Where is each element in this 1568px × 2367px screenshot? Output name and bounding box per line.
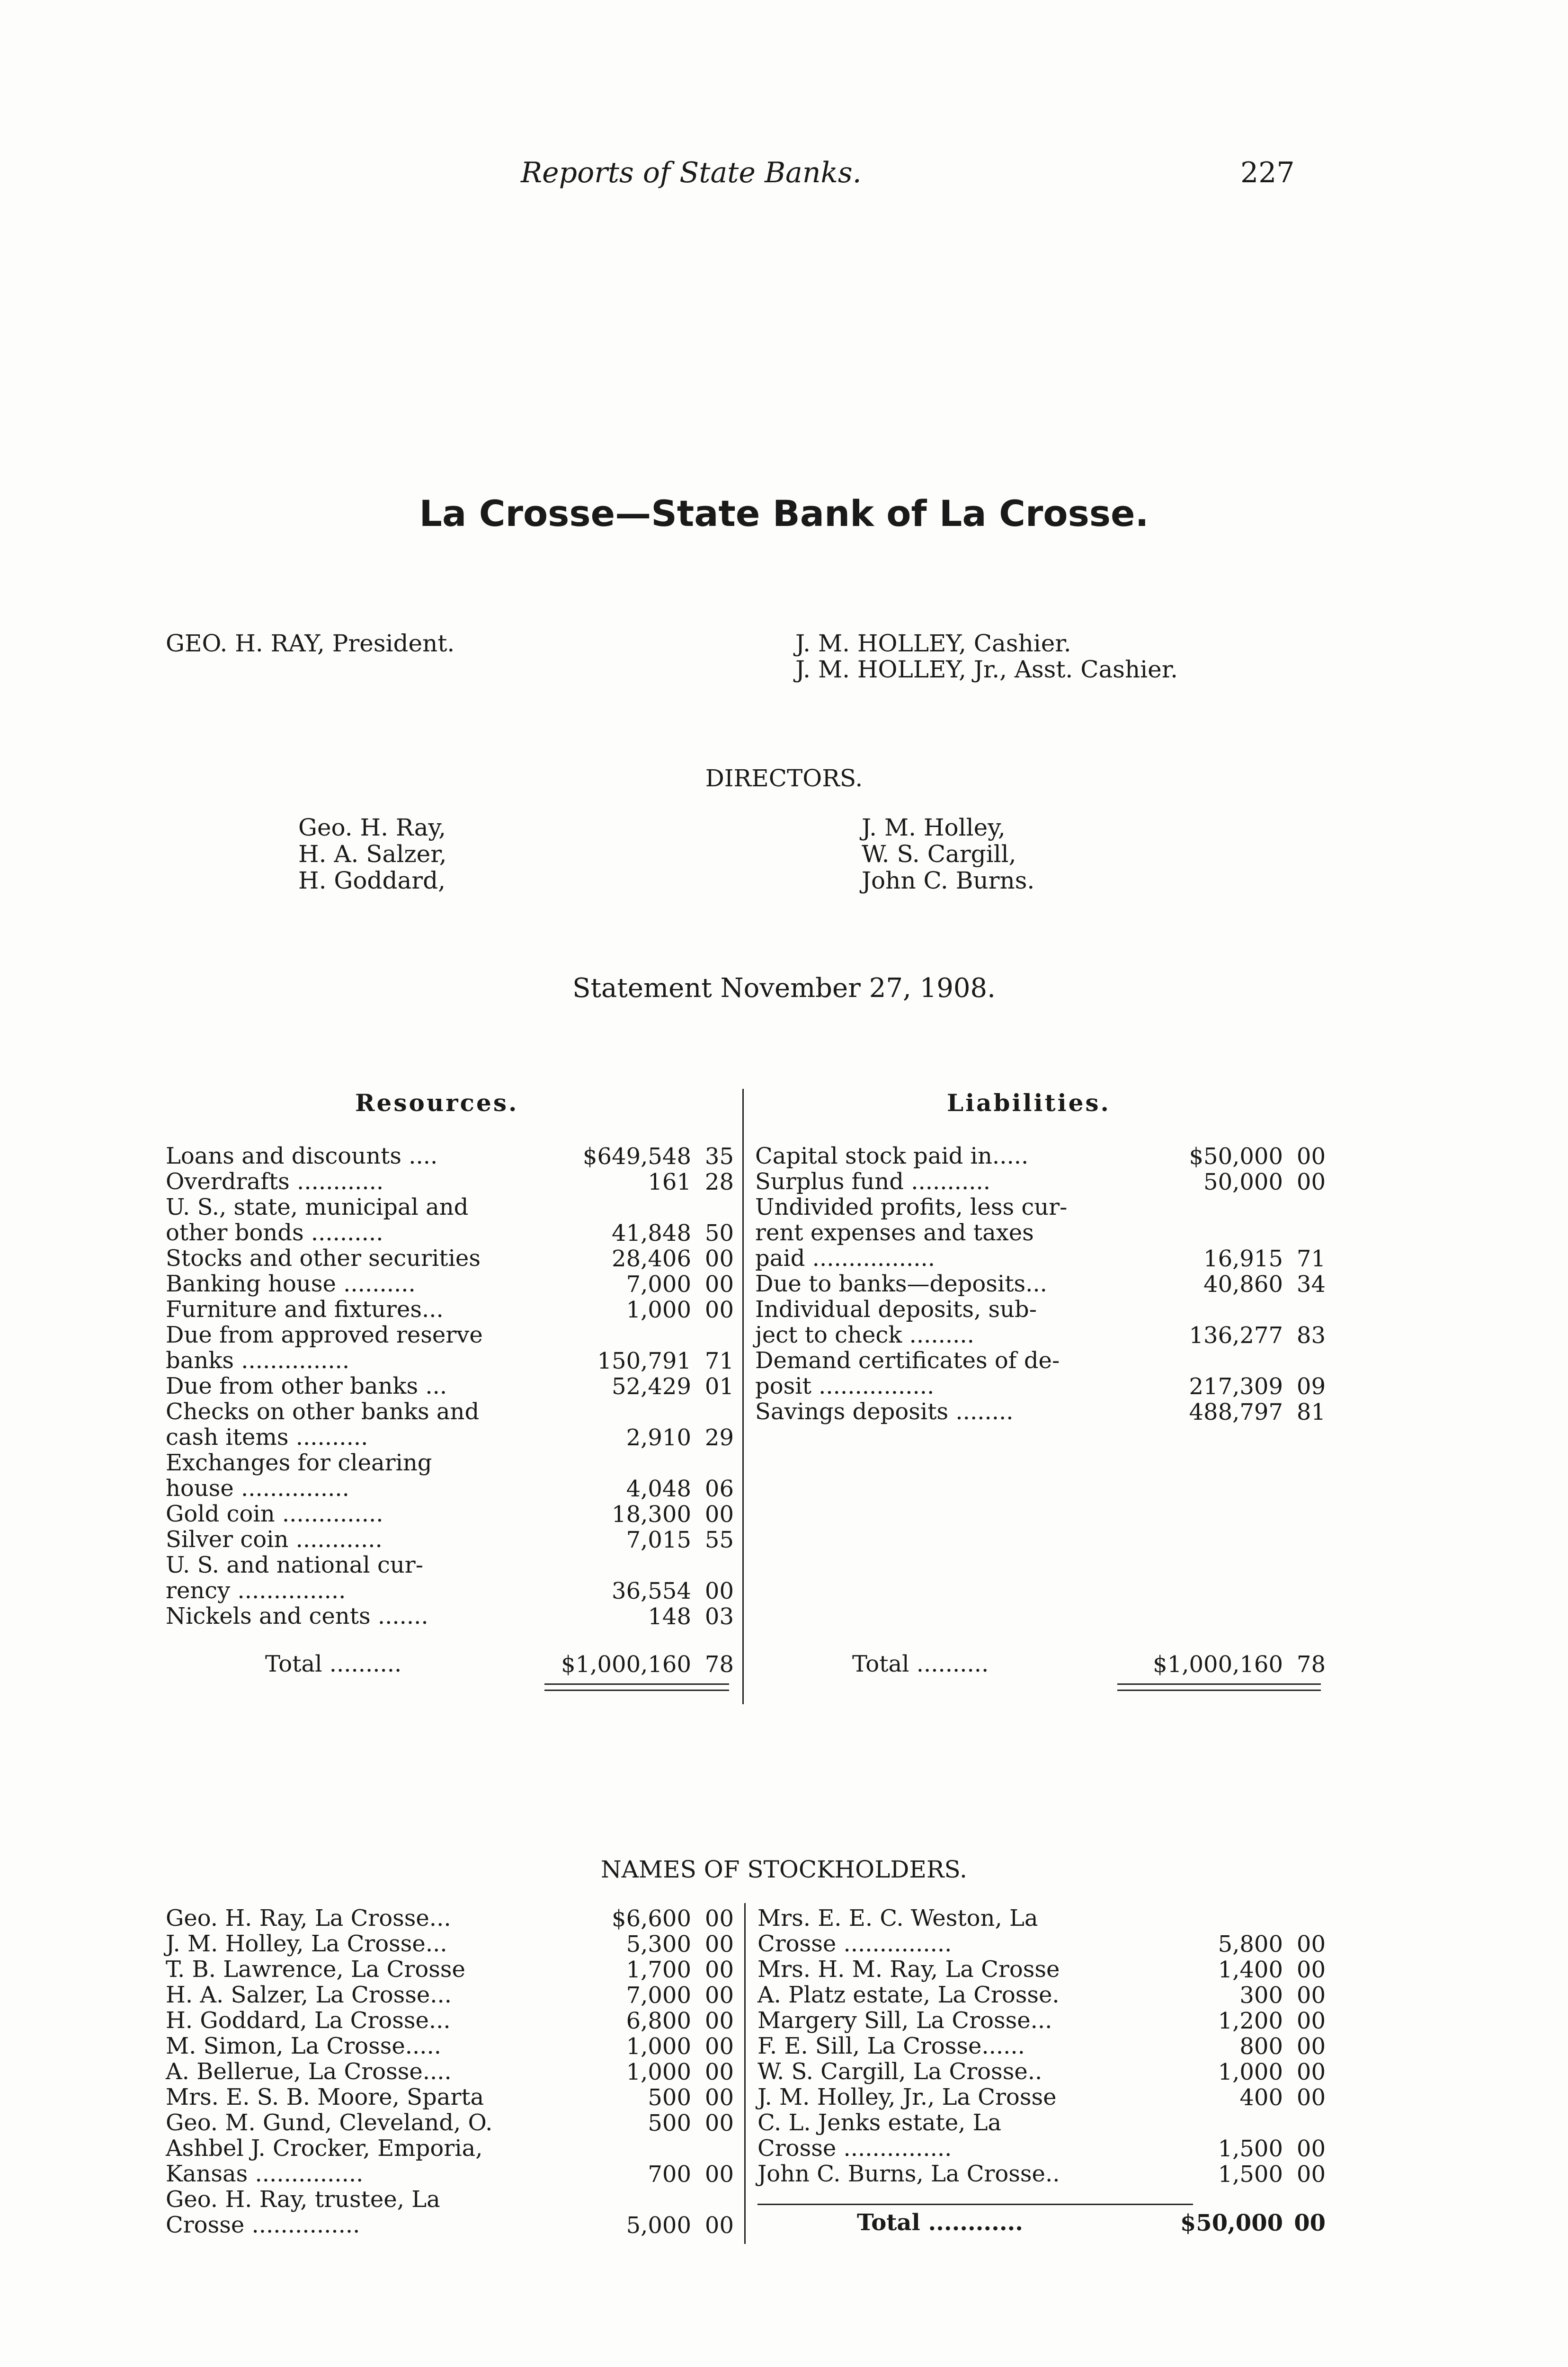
bank-title: La Crosse—State Bank of La Crosse. — [419, 492, 1149, 534]
resources-heading: Resources. — [355, 1089, 519, 1117]
stockholder-line-cents: 00 — [1296, 2084, 1326, 2111]
stockholder-line-label: H. Goddard, La Crosse... — [166, 2007, 451, 2034]
stockholder-line-dollars: 800 — [1239, 2033, 1283, 2060]
stockholder-line-dollars: 5,300 — [626, 1931, 691, 1958]
resources-total-label: Total .......... — [265, 1651, 402, 1677]
resource-line-cents: 50 — [704, 1220, 734, 1246]
stockholder-line-dollars: 500 — [648, 2084, 691, 2111]
resource-line-cents: 06 — [704, 1476, 734, 1502]
stockholder-line-cents: 00 — [704, 2110, 734, 2136]
liability-line-dollars: 488,797 — [1189, 1399, 1283, 1425]
resource-line-dollars: 28,406 — [612, 1246, 691, 1272]
resource-line-dollars: 148 — [648, 1603, 691, 1630]
liability-line-label: Capital stock paid in..... — [755, 1143, 1029, 1169]
resource-line-label: U. S., state, municipal and — [166, 1194, 469, 1220]
liability-line-dollars: 136,277 — [1189, 1322, 1283, 1349]
resource-line-cents: 00 — [704, 1271, 734, 1298]
stockholders-total-dollars: $50,000 — [1180, 2210, 1283, 2236]
resource-line-dollars: 7,015 — [626, 1527, 691, 1553]
director: John C. Burns. — [862, 867, 1035, 894]
stockholder-line-label: Crosse ............... — [757, 2135, 952, 2162]
stockholder-line-label: W. S. Cargill, La Crosse.. — [757, 2058, 1042, 2085]
director: J. M. Holley, — [862, 814, 1006, 841]
stockholder-line-dollars: 700 — [648, 2161, 691, 2188]
stockholder-line-label: F. E. Sill, La Crosse...... — [757, 2033, 1025, 2059]
stockholder-line-cents: 00 — [1296, 1982, 1326, 2009]
resource-line-label: Due from other banks ... — [166, 1373, 447, 1399]
stockholder-line-dollars: 1,700 — [626, 1957, 691, 1983]
asst-cashier: J. M. HOLLEY, Jr., Asst. Cashier. — [795, 656, 1178, 683]
liability-line-label: Individual deposits, sub- — [755, 1296, 1037, 1323]
resource-line-label: other bonds .......... — [166, 1219, 383, 1246]
liability-line-cents: 00 — [1296, 1169, 1326, 1195]
liability-line-label: ject to check ......... — [755, 1322, 974, 1348]
stockholder-line-cents: 00 — [1296, 2033, 1326, 2060]
liability-line-label: Surplus fund ........... — [755, 1168, 991, 1195]
director: H. Goddard, — [298, 867, 446, 894]
stockholder-line-label: A. Bellerue, La Crosse.... — [166, 2058, 452, 2085]
stockholder-line-label: Ashbel J. Crocker, Emporia, — [166, 2135, 483, 2162]
stockholder-line-label: Crosse ............... — [757, 1931, 952, 1957]
stockholder-line-cents: 00 — [1296, 2059, 1326, 2085]
stockholder-line-dollars: 6,800 — [626, 2008, 691, 2034]
stockholder-line-cents: 00 — [704, 1931, 734, 1958]
stockholder-line-label: Geo. M. Gund, Cleveland, O. — [166, 2109, 493, 2136]
stockholder-line-label: Geo. H. Ray, La Crosse... — [166, 1905, 451, 1931]
stockholder-line-cents: 00 — [1296, 2008, 1326, 2034]
resource-line-label: Overdrafts ............ — [166, 1168, 384, 1195]
liability-line-cents: 09 — [1296, 1373, 1326, 1400]
liability-line-dollars: 217,309 — [1189, 1373, 1283, 1400]
stockholder-line-dollars: 1,000 — [626, 2033, 691, 2060]
stockholders-total-rule — [757, 2204, 1193, 2205]
resource-line-label: U. S. and national cur- — [166, 1552, 423, 1578]
stockholder-line-label: Mrs. E. S. B. Moore, Sparta — [166, 2084, 484, 2110]
stockholder-line-cents: 00 — [704, 2059, 734, 2085]
resource-line-cents: 00 — [704, 1246, 734, 1272]
directors-left — [298, 814, 447, 894]
resource-line-dollars: 4,048 — [626, 1476, 691, 1502]
resource-line-dollars: 18,300 — [612, 1501, 691, 1528]
stockholder-line-cents: 00 — [704, 2084, 734, 2111]
resource-line-dollars: 2,910 — [626, 1424, 691, 1451]
resource-line-dollars: 36,554 — [612, 1578, 691, 1604]
liability-line-cents: 34 — [1296, 1271, 1326, 1298]
resource-line-label: Checks on other banks and — [166, 1398, 480, 1425]
stockholder-line-cents: 00 — [704, 2033, 734, 2060]
resource-line-label: Stocks and other securities — [166, 1245, 481, 1272]
stockholder-line-dollars: 1,000 — [626, 2059, 691, 2085]
resource-line-dollars: 150,791 — [597, 1348, 691, 1374]
liability-line-cents: 83 — [1296, 1322, 1326, 1349]
stockholder-line-cents: 00 — [704, 2008, 734, 2034]
resource-line-label: Silver coin ............ — [166, 1526, 383, 1553]
stockholder-line-label: Crosse ............... — [166, 2212, 360, 2238]
stockholder-line-label: Mrs. E. E. C. Weston, La — [757, 1905, 1038, 1931]
resource-line-label: banks ............... — [166, 1347, 350, 1374]
liability-line-label: Undivided profits, less cur- — [755, 1194, 1068, 1220]
stockholder-line-dollars: 1,500 — [1218, 2161, 1283, 2188]
liability-line-cents: 00 — [1296, 1143, 1326, 1170]
statement-date: Statement November 27, 1908. — [572, 973, 996, 1004]
stockholder-line-cents: 00 — [704, 1905, 734, 1932]
resource-line-cents: 01 — [704, 1373, 734, 1400]
liabilities-total-label: Total .......... — [852, 1651, 989, 1677]
resource-line-cents: 55 — [704, 1527, 734, 1553]
resource-line-label: Banking house .......... — [166, 1271, 416, 1297]
stockholder-line-dollars: 1,500 — [1218, 2136, 1283, 2162]
stockholder-line-label: Geo. H. Ray, trustee, La — [166, 2186, 440, 2213]
liabilities-total-dollars: $1,000,160 — [1153, 1651, 1283, 1678]
page-number: 227 — [1240, 156, 1295, 189]
stockholders-total-cents: 00 — [1294, 2210, 1326, 2236]
liability-line-label: Savings deposits ........ — [755, 1398, 1014, 1425]
resource-line-cents: 71 — [704, 1348, 734, 1374]
stockholder-line-cents: 00 — [704, 2161, 734, 2188]
statement-divider — [742, 1089, 744, 1704]
stockholder-line-label: T. B. Lawrence, La Crosse — [166, 1956, 465, 1983]
resource-line-cents: 28 — [704, 1169, 734, 1195]
resource-line-label: Loans and discounts .... — [166, 1143, 438, 1169]
stockholder-line-dollars: 5,800 — [1218, 1931, 1283, 1958]
resource-line-label: cash items .......... — [166, 1424, 368, 1450]
stockholder-line-dollars: 1,000 — [1218, 2059, 1283, 2085]
resource-line-dollars: 161 — [648, 1169, 691, 1195]
stockholder-line-dollars: $6,600 — [612, 1905, 691, 1932]
stockholder-line-dollars: 1,400 — [1218, 1957, 1283, 1983]
resource-line-dollars: $649,548 — [582, 1143, 691, 1170]
resource-line-cents: 03 — [704, 1603, 734, 1630]
resources-total-dollars: $1,000,160 — [561, 1651, 691, 1678]
stockholder-line-dollars: 7,000 — [626, 1982, 691, 2009]
stockholders-heading: NAMES OF STOCKHOLDERS. — [601, 1856, 967, 1883]
stockholder-line-cents: 00 — [1296, 2136, 1326, 2162]
liability-line-label: paid ................. — [755, 1245, 935, 1272]
liabilities-total-cents: 78 — [1296, 1651, 1326, 1678]
director: Geo. H. Ray, — [298, 814, 446, 841]
resource-line-dollars: 1,000 — [626, 1297, 691, 1323]
stockholder-line-label: Margery Sill, La Crosse... — [757, 2007, 1052, 2034]
directors-heading: DIRECTORS. — [705, 765, 863, 792]
liability-line-label: posit ................ — [755, 1373, 935, 1399]
stockholder-line-label: J. M. Holley, Jr., La Crosse — [757, 2084, 1057, 2110]
resource-line-dollars: 41,848 — [612, 1220, 691, 1246]
stockholder-line-dollars: 500 — [648, 2110, 691, 2136]
resource-line-label: Gold coin .............. — [166, 1501, 383, 1527]
resource-line-label: Furniture and fixtures... — [166, 1296, 444, 1323]
resource-line-label: house ............... — [166, 1475, 349, 1502]
stockholder-line-cents: 00 — [1296, 2161, 1326, 2188]
stockholders-total-label: Total ............ — [857, 2209, 1023, 2236]
liability-line-label: Demand certificates of de- — [755, 1347, 1060, 1374]
stockholder-line-dollars: 5,000 — [626, 2212, 691, 2239]
liability-line-cents: 71 — [1296, 1246, 1326, 1272]
stockholder-line-label: A. Platz estate, La Crosse. — [757, 1982, 1060, 2008]
resource-line-label: Exchanges for clearing — [166, 1450, 432, 1476]
resource-line-cents: 00 — [704, 1501, 734, 1528]
stockholder-line-label: Mrs. H. M. Ray, La Crosse — [757, 1956, 1060, 1983]
liability-line-label: Due to banks—deposits... — [755, 1271, 1047, 1297]
stockholder-line-dollars: 400 — [1239, 2084, 1283, 2111]
resource-line-dollars: 7,000 — [626, 1271, 691, 1298]
resources-total-cents: 78 — [704, 1651, 734, 1678]
stockholder-line-label: H. A. Salzer, La Crosse... — [166, 1982, 452, 2008]
cashier: J. M. HOLLEY, Cashier. — [795, 630, 1071, 657]
director: W. S. Cargill, — [862, 840, 1016, 868]
stockholder-line-cents: 00 — [704, 1957, 734, 1983]
stockholder-line-label: C. L. Jenks estate, La — [757, 2109, 1002, 2136]
stockholder-line-dollars: 1,200 — [1218, 2008, 1283, 2034]
liability-line-dollars: 40,860 — [1203, 1271, 1283, 1298]
resource-line-cents: 29 — [704, 1424, 734, 1451]
resource-line-label: rency ............... — [166, 1577, 346, 1604]
liabilities-total-rule — [1117, 1683, 1321, 1691]
stockholder-line-cents: 00 — [1296, 1957, 1326, 1983]
liability-line-dollars: $50,000 — [1189, 1143, 1283, 1170]
resources-total-rule — [544, 1683, 729, 1691]
stockholder-line-cents: 00 — [704, 1982, 734, 2009]
stockholder-line-label: John C. Burns, La Crosse.. — [757, 2161, 1060, 2187]
stockholder-line-cents: 00 — [704, 2212, 734, 2239]
directors-right — [862, 814, 1034, 894]
stockholder-line-dollars: 300 — [1239, 1982, 1283, 2009]
director: H. A. Salzer, — [298, 840, 447, 868]
liability-line-cents: 81 — [1296, 1399, 1326, 1425]
liability-line-label: rent expenses and taxes — [755, 1219, 1034, 1246]
liability-line-dollars: 16,915 — [1203, 1246, 1283, 1272]
running-title: Reports of State Banks. — [521, 156, 862, 189]
liabilities-heading: Liabilities. — [947, 1089, 1111, 1117]
resource-line-label: Nickels and cents ....... — [166, 1603, 428, 1629]
resource-line-cents: 00 — [704, 1297, 734, 1323]
stockholders-divider — [744, 1903, 746, 2244]
stockholder-line-label: J. M. Holley, La Crosse... — [166, 1931, 447, 1957]
stockholder-line-label: M. Simon, La Crosse..... — [166, 2033, 442, 2059]
president: GEO. H. RAY, President. — [166, 630, 455, 657]
resource-line-cents: 00 — [704, 1578, 734, 1604]
resource-line-label: Due from approved reserve — [166, 1322, 483, 1348]
resource-line-cents: 35 — [704, 1143, 734, 1170]
resource-line-dollars: 52,429 — [612, 1373, 691, 1400]
stockholder-line-cents: 00 — [1296, 1931, 1326, 1958]
liability-line-dollars: 50,000 — [1203, 1169, 1283, 1195]
stockholder-line-label: Kansas ............... — [166, 2161, 364, 2187]
